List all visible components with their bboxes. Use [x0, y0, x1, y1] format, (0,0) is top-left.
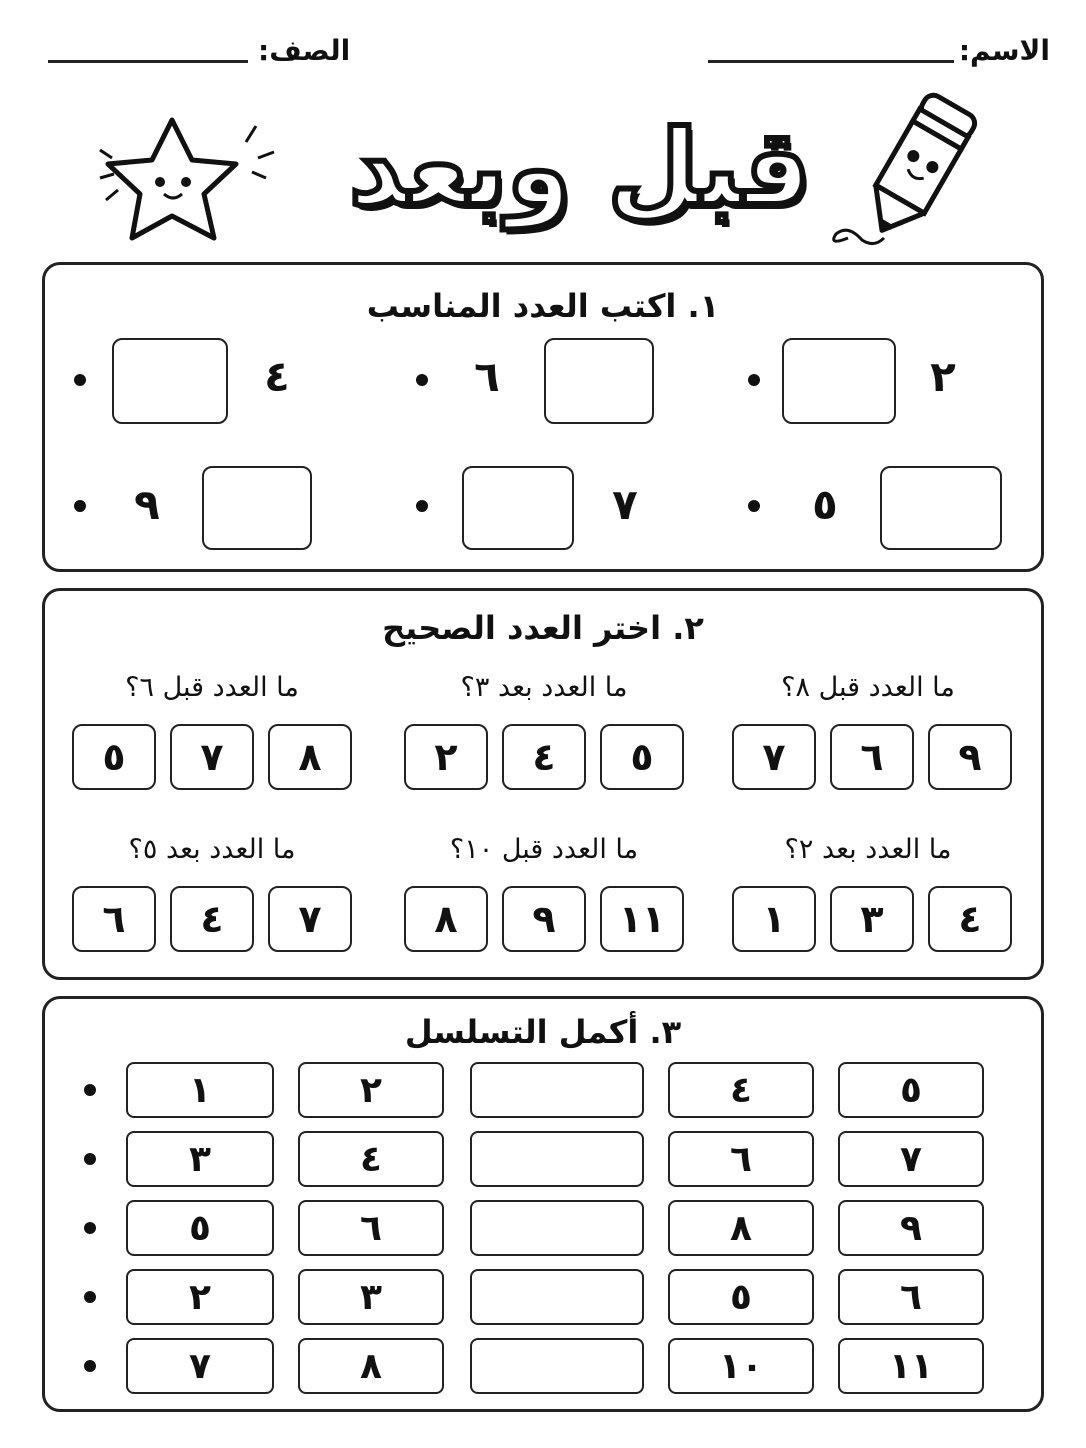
given-number: ٢ [930, 352, 956, 401]
sequence-cell: ٣ [126, 1131, 274, 1187]
option-button[interactable]: ٤ [502, 724, 586, 790]
sequence-cell: ٥ [126, 1200, 274, 1256]
given-number: ٧ [612, 480, 638, 529]
question-text: ما العدد بعد ٢؟ [784, 834, 952, 865]
sequence-blank-cell[interactable] [470, 1062, 644, 1118]
bullet-dot [748, 374, 760, 386]
bullet-dot [84, 1153, 96, 1165]
option-button[interactable]: ٥ [72, 724, 156, 790]
sequence-blank-cell[interactable] [470, 1131, 644, 1187]
class-field[interactable] [48, 60, 248, 63]
sequence-cell: ٦ [298, 1200, 444, 1256]
sequence-cell: ٨ [298, 1338, 444, 1394]
sequence-cell: ٤ [668, 1062, 814, 1118]
section-3-title: ٣. أكمل التسلسل [404, 1013, 682, 1051]
given-number: ٦ [474, 352, 500, 401]
sequence-cell: ٤ [298, 1131, 444, 1187]
bullet-dot [416, 374, 428, 386]
sequence-cell: ٢ [298, 1062, 444, 1118]
answer-box[interactable] [544, 338, 654, 424]
sequence-cell: ٧ [838, 1131, 984, 1187]
option-button[interactable]: ٩ [502, 886, 586, 952]
option-button[interactable]: ١ [732, 886, 816, 952]
option-button[interactable]: ٩ [928, 724, 1012, 790]
star-icon [96, 112, 286, 252]
answer-box[interactable] [202, 466, 312, 550]
given-number: ٤ [264, 352, 290, 401]
option-button[interactable]: ٤ [928, 886, 1012, 952]
question-text: ما العدد قبل ١٠؟ [449, 834, 639, 865]
sequence-cell: ٥ [668, 1269, 814, 1325]
sequence-cell: ٥ [838, 1062, 984, 1118]
bullet-dot [84, 1222, 96, 1234]
name-field[interactable] [708, 60, 954, 63]
worksheet-title [320, 88, 840, 248]
sequence-cell: ٨ [668, 1200, 814, 1256]
sequence-blank-cell[interactable] [470, 1200, 644, 1256]
sequence-blank-cell[interactable] [470, 1269, 644, 1325]
sequence-cell: ٢ [126, 1269, 274, 1325]
sequence-cell: ٧ [126, 1338, 274, 1394]
sequence-cell: ٩ [838, 1200, 984, 1256]
option-button[interactable]: ٥ [600, 724, 684, 790]
pencil-icon [818, 88, 988, 253]
section-2-title: ٢. اختر العدد الصحيح [382, 609, 704, 647]
title-text: قبل وبعد [348, 107, 812, 229]
option-button[interactable]: ٦ [830, 724, 914, 790]
name-label: الاسم: [958, 34, 1050, 67]
bullet-dot [84, 1360, 96, 1372]
given-number: ٥ [812, 480, 838, 529]
question-text: ما العدد بعد ٥؟ [128, 834, 296, 865]
option-button[interactable]: ٤ [170, 886, 254, 952]
sequence-cell: ٣ [298, 1269, 444, 1325]
sequence-blank-cell[interactable] [470, 1338, 644, 1394]
option-button[interactable]: ٧ [170, 724, 254, 790]
option-button[interactable]: ٢ [404, 724, 488, 790]
question-text: ما العدد قبل ٦؟ [125, 672, 299, 703]
sequence-cell: ٦ [838, 1269, 984, 1325]
question-text: ما العدد بعد ٣؟ [460, 672, 628, 703]
sequence-cell: ١٠ [668, 1338, 814, 1394]
answer-box[interactable] [112, 338, 228, 424]
option-button[interactable]: ٧ [268, 886, 352, 952]
sequence-cell: ١ [126, 1062, 274, 1118]
section-1-title: ١. اكتب العدد المناسب [366, 287, 720, 325]
given-number: ٩ [134, 480, 160, 529]
question-text: ما العدد قبل ٨؟ [781, 672, 955, 703]
bullet-dot [84, 1084, 96, 1096]
answer-box[interactable] [782, 338, 896, 424]
sequence-cell: ١١ [838, 1338, 984, 1394]
answer-box[interactable] [462, 466, 574, 550]
option-button[interactable]: ٣ [830, 886, 914, 952]
option-button[interactable]: ٨ [268, 724, 352, 790]
option-button[interactable]: ٨ [404, 886, 488, 952]
bullet-dot [74, 500, 86, 512]
class-label: الصف: [258, 34, 351, 67]
bullet-dot [416, 500, 428, 512]
bullet-dot [84, 1291, 96, 1303]
bullet-dot [748, 500, 760, 512]
option-button[interactable]: ١١ [600, 886, 684, 952]
answer-box[interactable] [880, 466, 1002, 550]
option-button[interactable]: ٦ [72, 886, 156, 952]
option-button[interactable]: ٧ [732, 724, 816, 790]
bullet-dot [74, 374, 86, 386]
sequence-cell: ٦ [668, 1131, 814, 1187]
